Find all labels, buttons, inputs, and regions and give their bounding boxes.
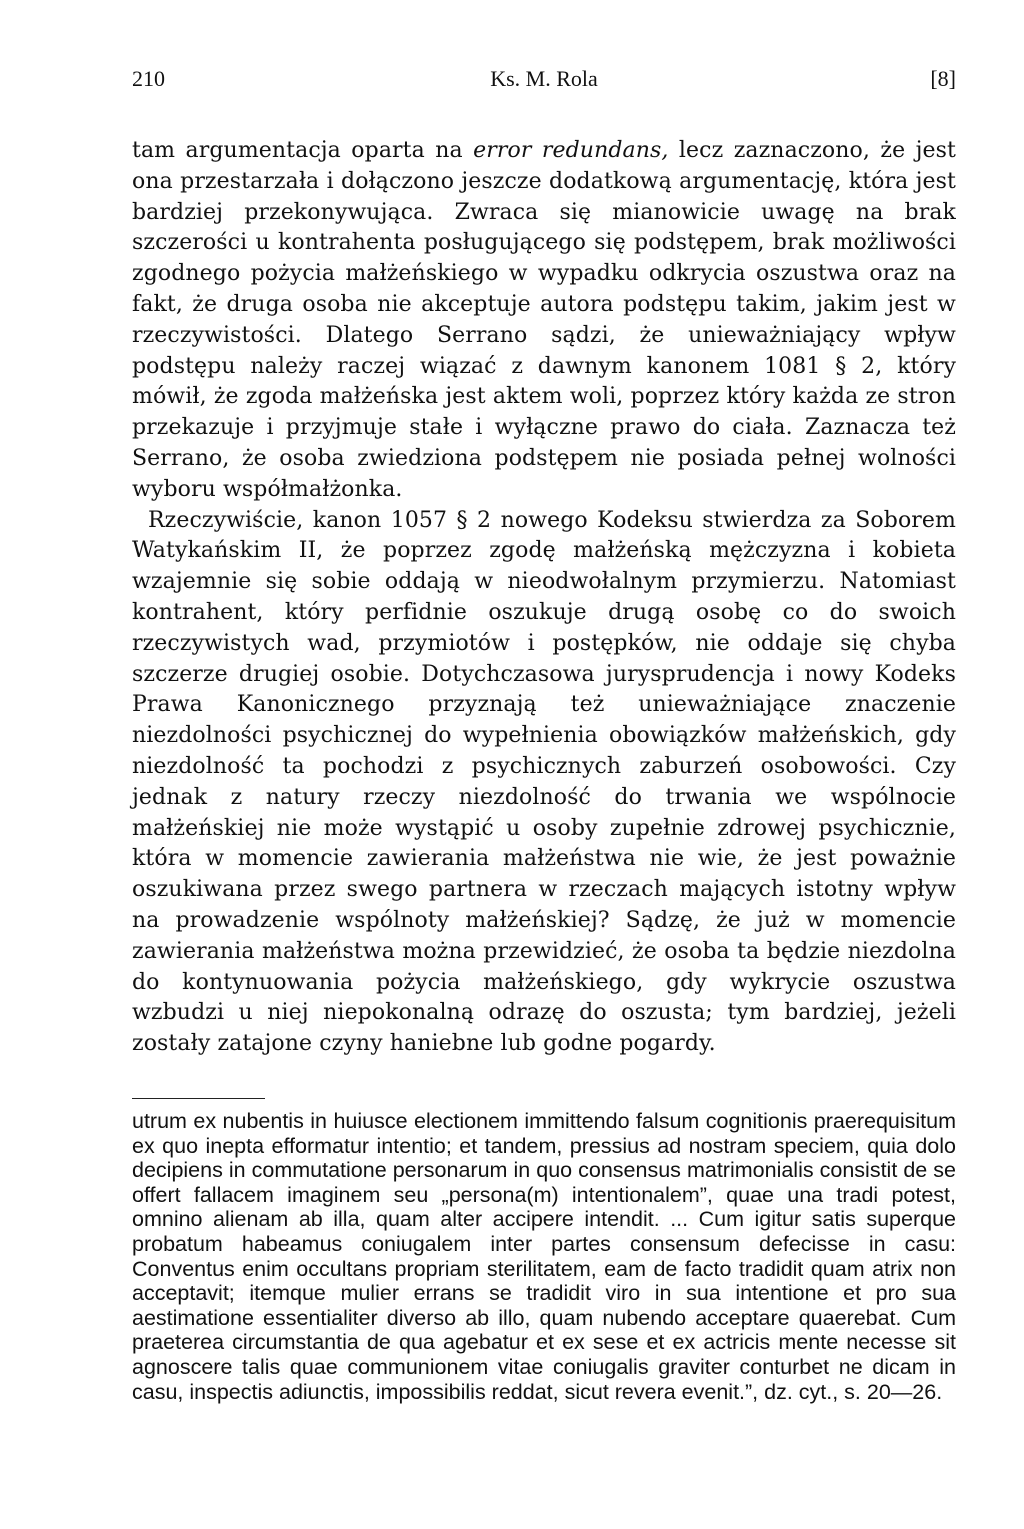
paragraph-1-start: tam argumentacja oparta na (132, 138, 474, 163)
paragraph-1 (132, 136, 956, 506)
footnote (132, 1109, 956, 1404)
page-number: 210 (132, 66, 165, 91)
footnote-text: utrum ex nubentis in huiusce electionem immittendo falsum cognitionis praerequisitum ex quo inepta efformatur intentio; et tandem, pressius ad nostram speciem, quia dolo decipiens in commutatione personarum in quo consensus matrimonialis consistit de se offert fallacem imaginem seu „persona(m) intentionalem”, quae una tradi potest, omnino alienam ab illa, quam alter accipere intendit. ... Cum igitur satis superque probatum habeamus coniugalem inter partes consensum defecisse in casu: Conventus enim occultans propriam sterilitatem, eam de facto tradidit quam atrix non acceptavit; itemque mulier errans se tradidit viro in sua intentione et pro sua aestimatione essentialiter diverso ab illo, quam nubendo acceptare quaerebat. Cum praeterea circumstantia de qua agebatur et ex sese et ex actricis mente necesse sit agnoscere talis quae communionem vitae coniugalis graviter conturbet ne dicam in casu, inspectis adiunctis, impossibilis reddat, sicut revera evenit.”, dz. cyt., s. 20—26. (132, 1109, 956, 1404)
page-header (132, 66, 956, 106)
running-head: Ks. M. Rola (490, 66, 598, 91)
footnote-separator (132, 1098, 265, 1099)
paragraph-1-rest: lecz zaznaczono, że jest ona przestarzała i dołączono jeszcze dodatkową argumentację, która jest bardziej przekonywująca. Zwraca się mianowicie uwagę na brak szczerości u kontrahenta posługującego się podstępem, brak możliwości zgodnego pożycia małżeńskiego w wypadku odkrycia oszustwa oraz na fakt, że druga osoba nie akceptuje autora podstępu takim, jakim jest w rzeczywistości. Dlatego Serrano sądzi, że unieważniający wpływ podstępu należy raczej wiązać z dawnym kanonem 1081 § 2, który mówił, że zgoda małżeńska jest aktem woli, poprzez który każda ze stron przekazuje i przyjmuje stałe i wyłączne prawo do ciała. Zaznacza też Serrano, że osoba zwiedziona podstępem nie posiada pełnej wolności wyboru współmałżonka. (132, 138, 956, 502)
section-number: [8] (930, 66, 956, 91)
paragraph-2: Rzeczywiście, kanon 1057 § 2 nowego Kodeksu stwierdza za Soborem Watykańskim II, że poprzez zgodę małżeńską mężczyzna i kobieta wzajemnie się sobie oddają w nieodwołalnym przymierzu. Natomiast kontrahent, który perfidnie oszukuje drugą osobę co do swoich rzeczywistych wad, przymiotów i postępków, nie oddaje się chyba szczerze drugiej osobie. Dotychczasowa jurysprudencja i nowy Kodeks Prawa Kanonicznego przyznają też unieważniające znaczenie niezdolności psychicznej do wypełnienia obowiązków małżeńskich, gdy niezdolność ta pochodzi z psychicznych zaburzeń osobowości. Czy jednak z natury rzeczy niezdolność do trwania we wspólnocie małżeńskiej nie może wystąpić u osoby zupełnie zdrowej psychicznie, która w momencie zawierania małżeństwa nie wie, że jest poważnie oszukiwana przez swego partnera w rzeczach mających istotny wpływ na prowadzenie wspólnoty małżeńskiej? Sądzę, że już w momencie zawierania małżeństwa można przewidzieć, że osoba ta będzie niezdolna do kontynuowania pożycia małżeńskiego, gdy wykrycie oszustwa wzbudzi u niej niepokonalną odrazę do oszusta; tym bardziej, jeżeli zostały zatajone czyny haniebne lub godne pogardy. (132, 507, 956, 1057)
main-text (132, 136, 956, 1060)
latin-term: error redundans, (473, 138, 669, 163)
